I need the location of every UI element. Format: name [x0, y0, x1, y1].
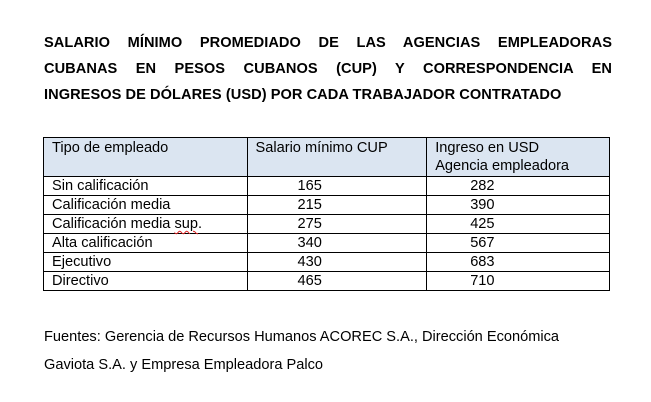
- table-row: [44, 234, 610, 253]
- table-row: [44, 253, 610, 272]
- cell-cup-value: 275: [297, 216, 322, 232]
- table-row: [44, 196, 610, 215]
- cell-cup-value: 465: [297, 273, 322, 289]
- cell-usd-value: 567: [470, 235, 495, 251]
- table-row: [44, 272, 610, 291]
- cell-tipo-prefix: Calificación media: [52, 216, 175, 232]
- document-title: [44, 30, 612, 108]
- source-line-2: Gaviota S.A. y Empresa Empleadora Palco: [44, 357, 324, 373]
- cell-cup-value: 165: [297, 178, 322, 194]
- cell-usd: [427, 272, 610, 291]
- title-line-1: SALARIO MÍNIMO PROMEDIADO DE LAS AGENCIAS EMPLEADORAS: [44, 35, 612, 51]
- cell-cup: [247, 272, 427, 291]
- cell-usd-value: 282: [470, 178, 495, 194]
- spellcheck-marked-word: sup: [174, 216, 199, 232]
- salary-table: [43, 137, 610, 291]
- header-salario-minimo-cup: Salario mínimo CUP: [247, 138, 427, 177]
- cell-cup: [247, 177, 427, 196]
- cell-tipo: Alta calificación: [44, 234, 248, 253]
- cell-usd: [427, 234, 610, 253]
- header-ingreso-usd-line2: Agencia empleadora: [435, 158, 570, 174]
- cell-tipo: Calificación media: [44, 196, 248, 215]
- cell-usd: [427, 253, 610, 272]
- title-line-3: INGRESOS DE DÓLARES (USD) POR CADA TRABAJADOR CONTRATADO: [44, 87, 562, 103]
- cell-cup-value: 215: [297, 197, 322, 213]
- title-line-2: CUBANAS EN PESOS CUBANOS (CUP) Y CORRESPONDENCIA EN: [44, 61, 612, 77]
- cell-tipo: Sin calificación: [44, 177, 248, 196]
- cell-cup: [247, 196, 427, 215]
- table-row: [44, 177, 610, 196]
- source-line-1: Fuentes: Gerencia de Recursos Humanos ACOREC S.A., Dirección Económica: [44, 329, 560, 345]
- cell-usd-value: 710: [470, 273, 495, 289]
- cell-cup-value: 340: [297, 235, 322, 251]
- cell-cup: [247, 253, 427, 272]
- source-note: [44, 323, 619, 379]
- cell-tipo-suffix: .: [198, 216, 203, 232]
- cell-cup-value: 430: [297, 254, 322, 270]
- cell-usd-value: 390: [470, 197, 495, 213]
- cell-usd-value: 425: [470, 216, 495, 232]
- cell-usd-value: 683: [470, 254, 495, 270]
- cell-tipo: Directivo: [44, 272, 248, 291]
- cell-usd: [427, 196, 610, 215]
- cell-usd: [427, 215, 610, 234]
- cell-cup: [247, 234, 427, 253]
- cell-tipo: Ejecutivo: [44, 253, 248, 272]
- cell-usd: [427, 177, 610, 196]
- table-row: [44, 215, 610, 234]
- cell-cup: [247, 215, 427, 234]
- header-ingreso-usd-line1: Ingreso en USD: [435, 140, 540, 156]
- cell-tipo: [44, 215, 248, 234]
- header-tipo-empleado: Tipo de empleado: [44, 138, 248, 177]
- header-ingreso-usd: [427, 138, 610, 177]
- table-header-row: [44, 138, 610, 177]
